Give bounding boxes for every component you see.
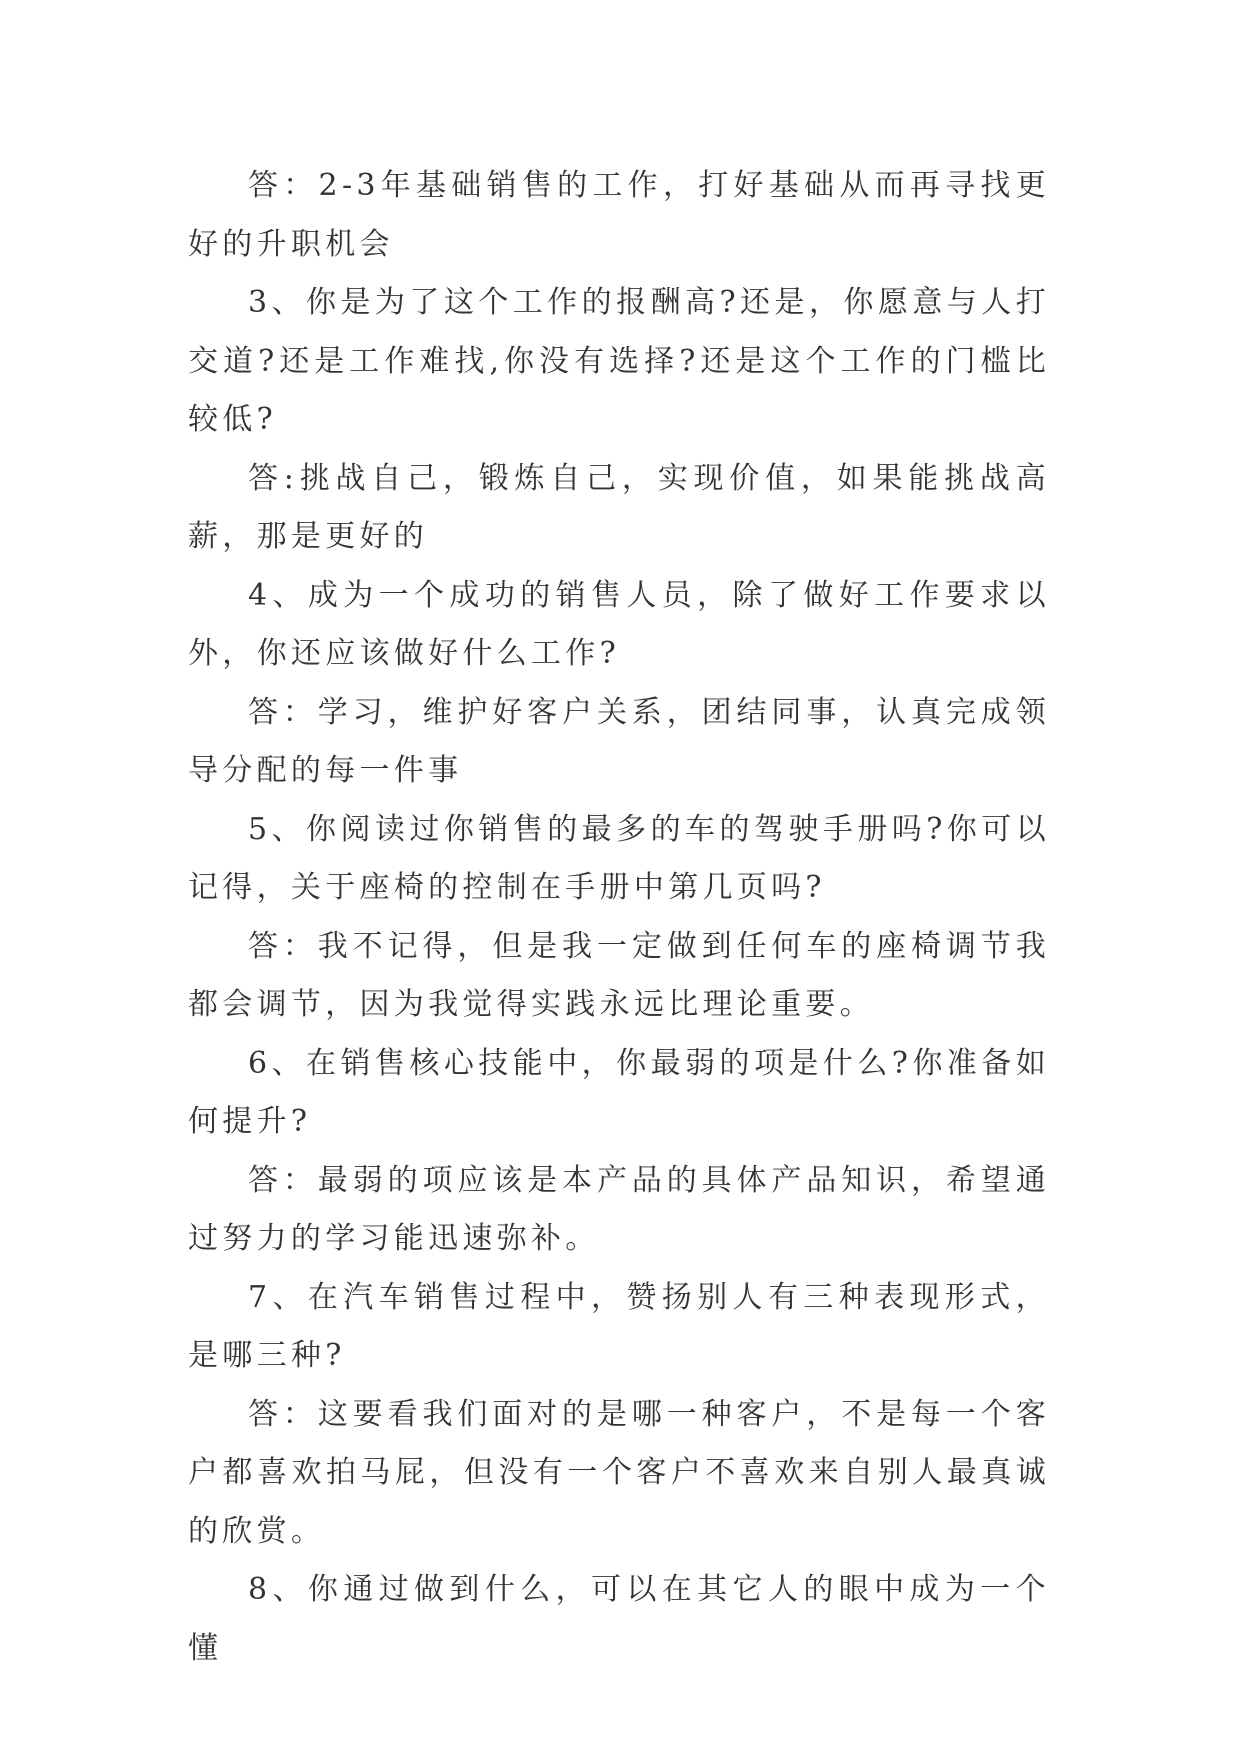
answer-paragraph: 答:挑战自己，锻炼自己，实现价值，如果能挑战高薪，那是更好的 (188, 460, 1050, 554)
question-paragraph: 8、你通过做到什么，可以在其它人的眼中成为一个懂 (188, 1572, 1050, 1666)
answer-paragraph: 答：这要看我们面对的是哪一种客户，不是每一个客户都喜欢拍马屁，但没有一个客户不喜欢来自别人最真诚的欣赏。 (188, 1396, 1050, 1549)
question-paragraph: 7、在汽车销售过程中，赞扬别人有三种表现形式，是哪三种? (188, 1279, 1050, 1373)
document-body (188, 157, 1050, 1678)
question-paragraph: 3、你是为了这个工作的报酬高?还是，你愿意与人打交道?还是工作难找,你没有选择?还是这个工作的门槛比较低? (188, 285, 1050, 437)
question-paragraph: 4、成为一个成功的销售人员，除了做好工作要求以外，你还应该做好什么工作? (188, 577, 1050, 671)
question-paragraph: 6、在销售核心技能中，你最弱的项是什么?你准备如何提升? (188, 1045, 1050, 1139)
answer-paragraph: 答：我不记得，但是我一定做到任何车的座椅调节我都会调节，因为我觉得实践永远比理论重要。 (188, 928, 1050, 1022)
answer-paragraph: 答：最弱的项应该是本产品的具体产品知识，希望通过努力的学习能迅速弥补。 (188, 1162, 1050, 1256)
answer-paragraph: 答：2-3年基础销售的工作，打好基础从而再寻找更好的升职机会 (188, 168, 1050, 262)
question-paragraph: 5、你阅读过你销售的最多的车的驾驶手册吗?你可以记得，关于座椅的控制在手册中第几页吗? (188, 811, 1050, 905)
answer-paragraph: 答：学习，维护好客户关系，团结同事，认真完成领导分配的每一件事 (188, 694, 1050, 788)
